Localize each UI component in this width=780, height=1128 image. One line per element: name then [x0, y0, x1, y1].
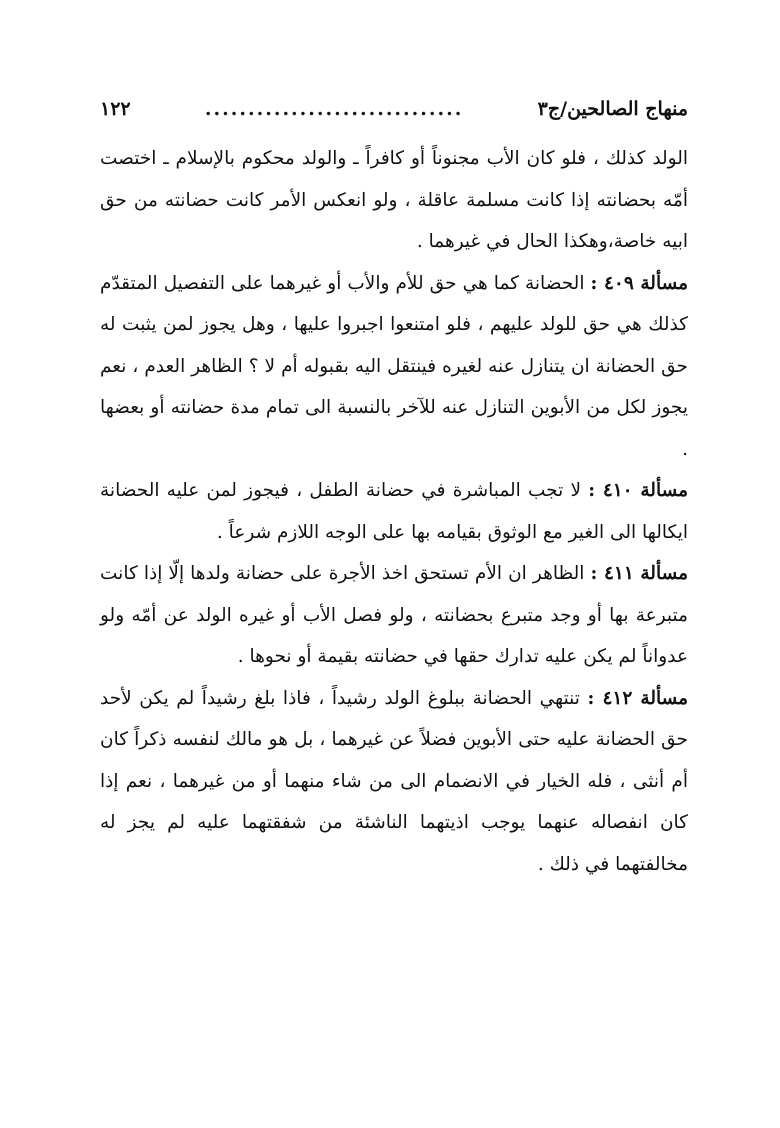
paragraph-text: تنتهي الحضانة ببلوغ الولد رشيداً ، فاذا بلغ رشيداً لم يكن لأحد حق الحضانة عليه حتى الأبوين فضلاً عن غيرهما ، بل هو مالك لنفسه ذكراً كان أم أنثى ، فله الخيار في الانضمام الى من شاء منهما أو من غيرهما ، نعم إذا كان انفصاله عنهما يوجب اذيتهما الناشئة من شفقتهما عليه لم يجز له مخالفتهما في ذلك .	[100, 687, 688, 875]
document-page	[100, 98, 688, 885]
paragraph-text: الظاهر ان الأم تستحق اخذ الأجرة على حضانة ولدها إلّا إذا كانت متبرعة بها أو وجد متبرع بحضانته ، ولو فصل الأب أو غيره الولد عن أمّه ولو عدواناً لم يكن عليه تدارك حقها في حضانته بقيمة أو نحوها .	[100, 563, 688, 667]
page-number: ١٢٢	[100, 98, 131, 120]
issue-409	[100, 263, 688, 471]
issue-label: مسألة ٤١٠ :	[588, 480, 688, 501]
issue-411	[100, 553, 688, 678]
running-header	[100, 98, 688, 130]
paragraph-text: الولد كذلك ، فلو كان الأب مجنوناً أو كافراً ـ والولد محكوم بالإسلام ـ اختصت أمّه بحضانته إذا كانت مسلمة عاقلة ، ولو انعكس الأمر كانت حضانته من حق ابيه خاصة،وهكذا الحال في غيرهما .	[100, 148, 688, 252]
body-text	[100, 138, 688, 885]
issue-410	[100, 470, 688, 553]
issue-label: مسألة ٤٠٩ :	[590, 272, 688, 294]
leader-dots: ..............................	[204, 98, 464, 120]
paragraph-text: لا تجب المباشرة في حضانة الطفل ، فيجوز لمن عليه الحضانة ايكالها الى الغير مع الوثوق بقيامه بها على الوجه اللازم شرعاً .	[100, 480, 688, 543]
book-title: منهاج الصالحين/ج٣	[537, 98, 688, 120]
issue-label: مسألة ٤١٢ :	[587, 687, 688, 709]
paragraph-continuation	[100, 138, 688, 263]
paragraph-text: الحضانة كما هي حق للأم والأب أو غيرهما على التفصيل المتقدّم كذلك هي حق للولد عليهم ، فلو امتنعوا اجبروا عليها ، وهل يجوز لمن يثبت له حق الحضانة ان يتنازل عنه لغيره فينتقل اليه بقبوله أم لا ؟ الظاهر العدم ، نعم يجوز لكل من الأبوين التنازل عنه للآخر بالنسبة الى تمام مدة حضانته أو بعضها .	[100, 272, 688, 460]
issue-label: مسألة ٤١١ :	[590, 563, 688, 584]
issue-412	[100, 678, 688, 886]
